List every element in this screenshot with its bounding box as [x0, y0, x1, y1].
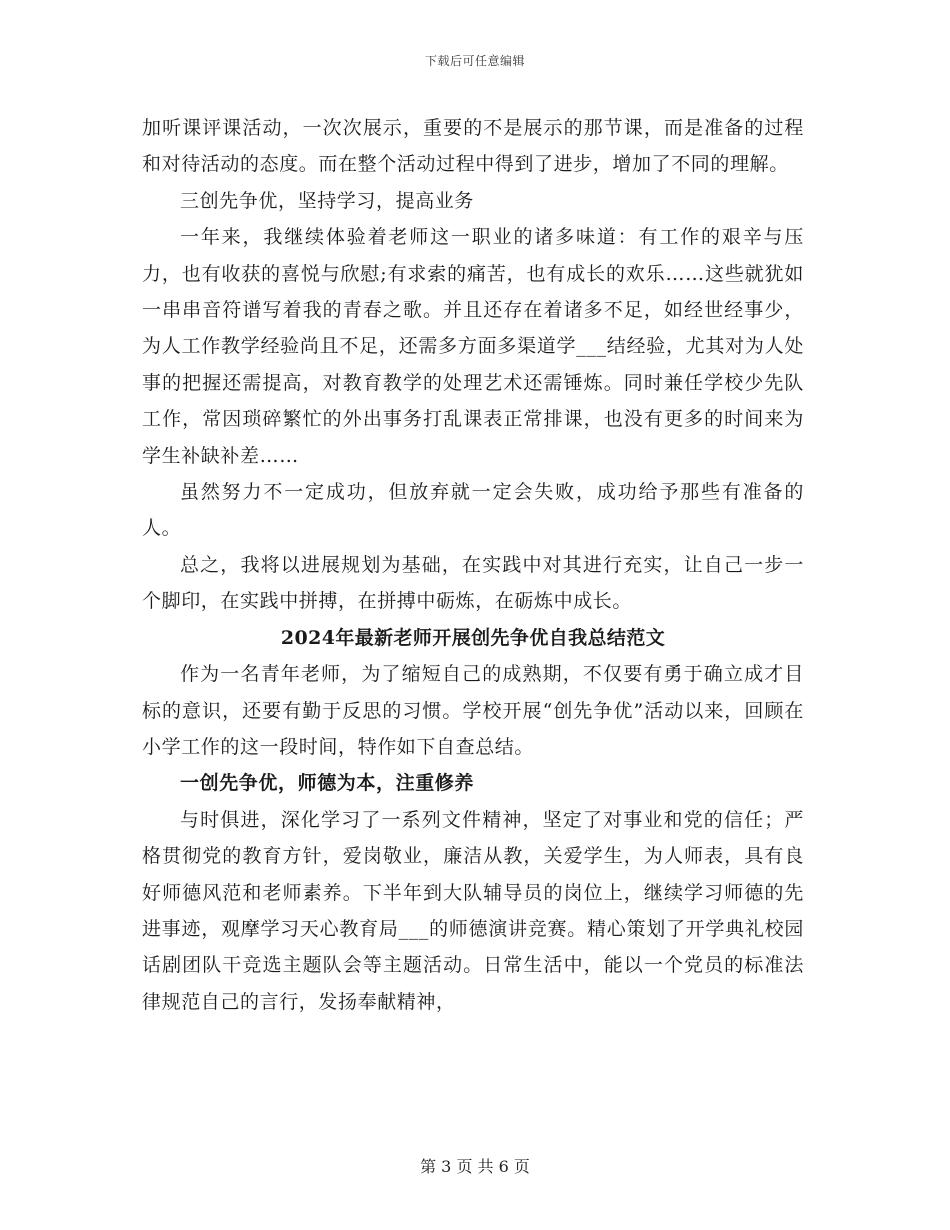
paragraph-conclusion: 总之，我将以进展规划为基础，在实践中对其进行充实，让自己一步一个脚印，在实践中拼搏，在拼搏中砺炼，在砺炼中成长。 — [142, 553, 804, 613]
paragraph-intro: 作为一名青年老师，为了缩短自己的成熟期，不仅要有勇于确立成才目标的意识，还要有勤于反思的习惯。学校开展“创先争优”活动以来，回顾在小学工作的这一段时间，特作如下自查总结。 — [142, 663, 804, 758]
page-header: 下载后可任意编辑 — [424, 54, 525, 68]
document-body — [142, 110, 804, 1020]
paragraph-reflection: 一年来，我继续体验着老师这一职业的诸多味道：有工作的艰辛与压力，也有收获的喜悦与欣慰;有求索的痛苦，也有成长的欢乐……这些就犹如一串串音符谱写着我的青春之歌。并且还存在着诸多不足，如经世经事少，为人工作教学经验尚且不足，还需多方面多渠道学___结经验，尤其对为人处事的把握还需提高，对教育教学的处理艺术还需锤炼。同时兼任学校少先队工作，常因琐碎繁忙的外出事务打乱课表正常排课，也没有更多的时间来为学生补缺补差…… — [142, 226, 804, 467]
page-number: 第 3 页 共 6 页 — [420, 1157, 530, 1176]
paragraph-continuation: 加听课评课活动，一次次展示，重要的不是展示的那节课，而是准备的过程和对待活动的态度。而在整个活动过程中得到了进步，增加了不同的理解。 — [142, 117, 804, 176]
section-heading-one: 一创先争优，师德为本，注重修养 — [180, 772, 475, 795]
paragraph-effort: 虽然努力不一定成功，但放弃就一定会失败，成功给予那些有准备的人。 — [142, 481, 804, 540]
article-title: 2024年最新老师开展创先争优自我总结范文 — [280, 626, 666, 649]
section-heading-three: 三创先争优，坚持学习，提高业务 — [180, 189, 475, 212]
paragraph-ethics: 与时俱进，深化学习了一系列文件精神，坚定了对事业和党的信任；严格贯彻党的教育方针，爱岗敬业，廉洁从教，关爱学生，为人师表，具有良好师德风范和老师素养。下半年到大队辅导员的岗位上，继续学习师德的先进事迹，观摩学习天心教育局___的师德演讲竞赛。精心策划了开学典礼校园话剧团队干竞选主题队会等主题活动。日常生活中，能以一个党员的标准法律规范自己的言行，发扬奉献精神， — [142, 808, 804, 1013]
